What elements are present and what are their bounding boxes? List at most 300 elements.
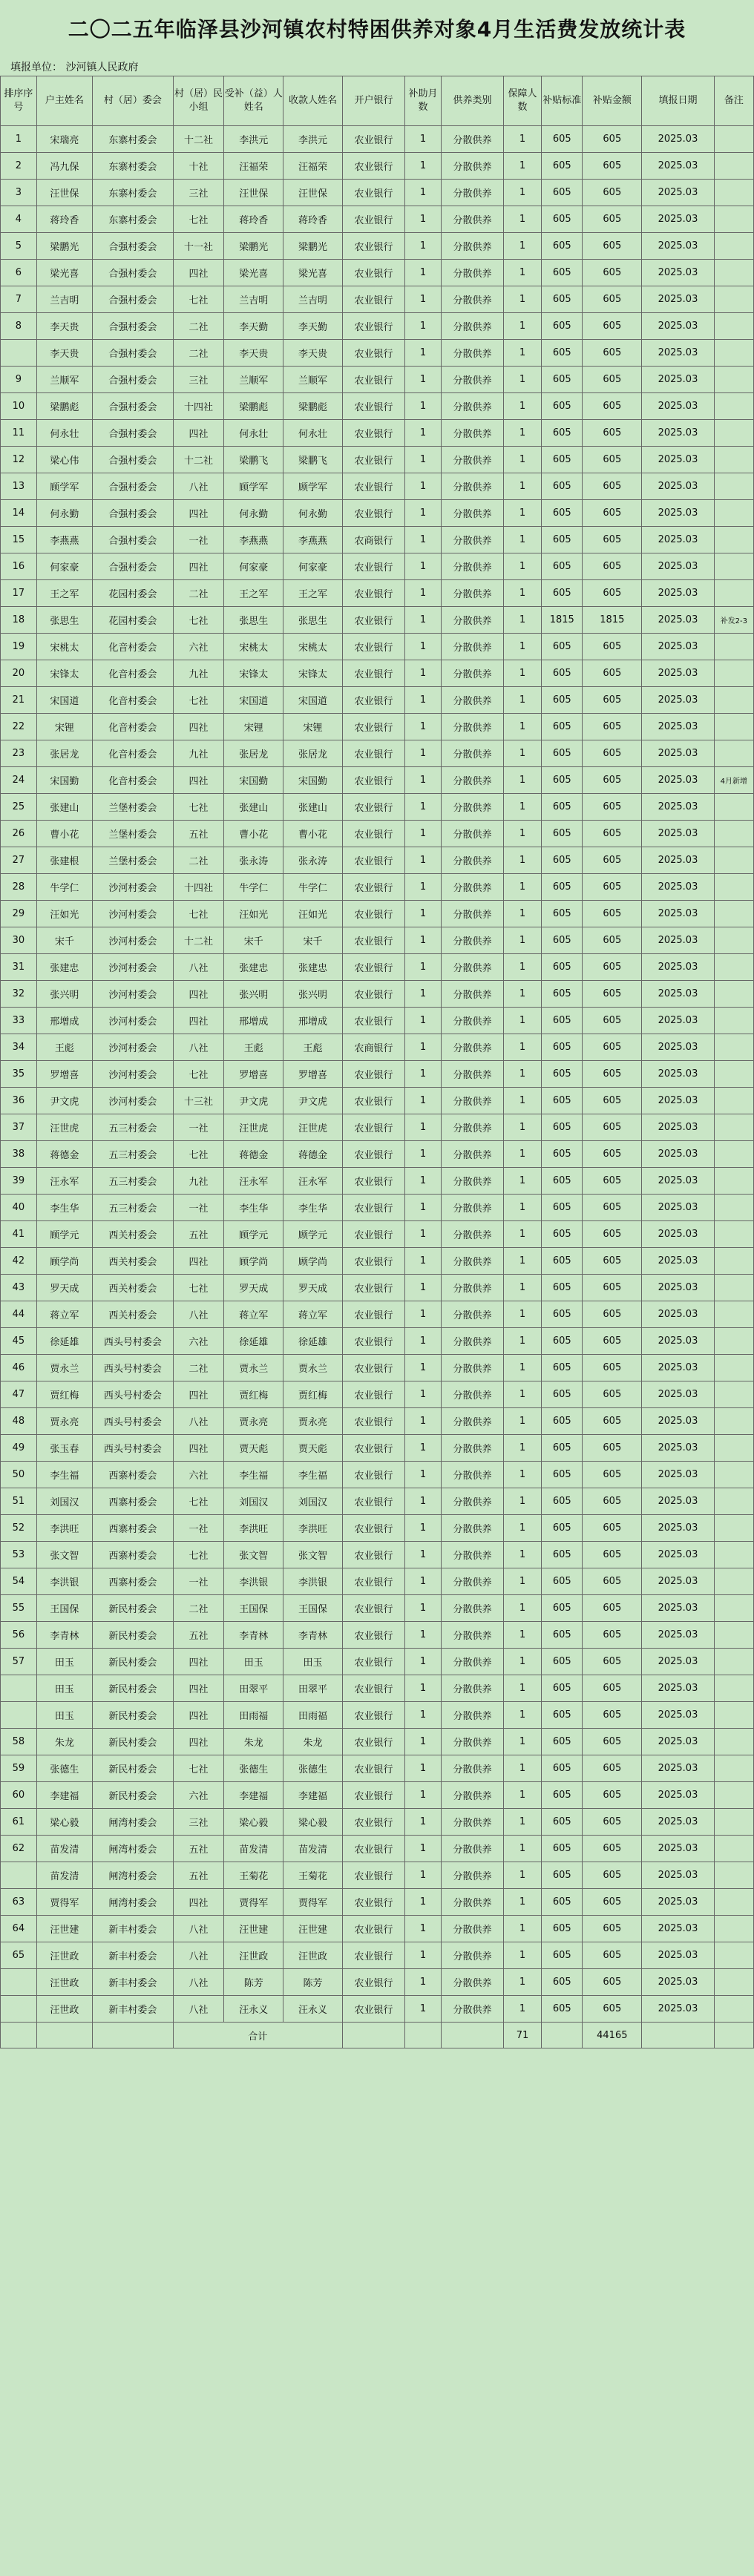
cell-date: 2025.03 xyxy=(642,981,715,1008)
cell-recipient: 罗增喜 xyxy=(224,1061,283,1088)
cell-type: 分散供养 xyxy=(441,1408,503,1435)
cell-group: 六社 xyxy=(173,1782,224,1809)
cell-group: 四社 xyxy=(173,714,224,740)
cell-seq: 27 xyxy=(1,847,37,874)
cell-village: 沙河村委会 xyxy=(93,901,174,927)
table-row xyxy=(1,1408,754,1435)
cell-village: 合强村委会 xyxy=(93,527,174,553)
cell-amount: 605 xyxy=(583,1488,642,1515)
cell-payee: 苗发清 xyxy=(283,1836,343,1862)
cell-date: 2025.03 xyxy=(642,393,715,420)
cell-group: 四社 xyxy=(173,1381,224,1408)
cell-type: 分散供养 xyxy=(441,1195,503,1221)
cell-group: 十二社 xyxy=(173,447,224,473)
cell-persons: 1 xyxy=(504,1836,542,1862)
cell-type: 分散供养 xyxy=(441,1275,503,1301)
cell-type: 分散供养 xyxy=(441,1622,503,1649)
cell-head: 王国保 xyxy=(36,1595,92,1622)
cell-type: 分散供养 xyxy=(441,1248,503,1275)
cell-group: 四社 xyxy=(173,420,224,447)
total-row xyxy=(1,2023,754,2048)
cell-months: 1 xyxy=(405,580,442,607)
cell-group: 五社 xyxy=(173,1221,224,1248)
cell-group: 七社 xyxy=(173,687,224,714)
cell-date: 2025.03 xyxy=(642,1195,715,1221)
cell-standard: 605 xyxy=(542,794,583,821)
cell-village: 东寨村委会 xyxy=(93,153,174,180)
cell-head: 兰顺军 xyxy=(36,367,92,393)
cell-persons: 1 xyxy=(504,1301,542,1328)
col-type: 供养类别 xyxy=(441,76,503,126)
cell-date: 2025.03 xyxy=(642,1435,715,1462)
cell-type: 分散供养 xyxy=(441,260,503,286)
cell-persons: 1 xyxy=(504,740,542,767)
cell-amount: 605 xyxy=(583,794,642,821)
cell-payee: 贾天彪 xyxy=(283,1435,343,1462)
cell-date: 2025.03 xyxy=(642,447,715,473)
cell-seq: 40 xyxy=(1,1195,37,1221)
cell-months: 1 xyxy=(405,447,442,473)
cell-bank: 农业银行 xyxy=(342,1275,404,1301)
cell-note xyxy=(714,1782,753,1809)
cell-bank: 农业银行 xyxy=(342,473,404,500)
cell-recipient: 王菊花 xyxy=(224,1862,283,1889)
cell-payee: 梁光喜 xyxy=(283,260,343,286)
cell-date: 2025.03 xyxy=(642,821,715,847)
cell-group: 二社 xyxy=(173,1355,224,1381)
cell-village: 东寨村委会 xyxy=(93,126,174,153)
cell-payee: 贾永兰 xyxy=(283,1355,343,1381)
cell-standard: 605 xyxy=(542,367,583,393)
cell-persons: 1 xyxy=(504,794,542,821)
cell-date: 2025.03 xyxy=(642,260,715,286)
cell-note xyxy=(714,1008,753,1034)
cell-recipient: 汪永义 xyxy=(224,1996,283,2023)
cell-standard: 605 xyxy=(542,1381,583,1408)
cell-months: 1 xyxy=(405,1622,442,1649)
cell-persons: 1 xyxy=(504,847,542,874)
cell-persons: 1 xyxy=(504,1969,542,1996)
cell-amount: 605 xyxy=(583,821,642,847)
cell-seq: 3 xyxy=(1,180,37,206)
cell-standard: 605 xyxy=(542,313,583,340)
cell-months: 1 xyxy=(405,527,442,553)
cell-type: 分散供养 xyxy=(441,1969,503,1996)
cell-type: 分散供养 xyxy=(441,1462,503,1488)
cell-amount: 605 xyxy=(583,313,642,340)
cell-type: 分散供养 xyxy=(441,473,503,500)
cell-date: 2025.03 xyxy=(642,794,715,821)
table-row xyxy=(1,1729,754,1755)
table-row xyxy=(1,1248,754,1275)
cell-bank: 农业银行 xyxy=(342,1675,404,1702)
cell-persons: 1 xyxy=(504,420,542,447)
cell-date: 2025.03 xyxy=(642,1702,715,1729)
cell-type: 分散供养 xyxy=(441,1061,503,1088)
cell-head: 梁光喜 xyxy=(36,260,92,286)
cell-payee: 田翠平 xyxy=(283,1675,343,1702)
cell-head: 顾学军 xyxy=(36,473,92,500)
cell-persons: 1 xyxy=(504,1462,542,1488)
cell-standard: 605 xyxy=(542,1755,583,1782)
cell-type: 分散供养 xyxy=(441,233,503,260)
cell-note xyxy=(714,580,753,607)
cell-standard: 605 xyxy=(542,981,583,1008)
cell-seq: 14 xyxy=(1,500,37,527)
cell-recipient: 王之军 xyxy=(224,580,283,607)
cell-date: 2025.03 xyxy=(642,1141,715,1168)
cell-persons: 1 xyxy=(504,553,542,580)
cell-amount: 605 xyxy=(583,874,642,901)
cell-standard: 605 xyxy=(542,527,583,553)
table-row xyxy=(1,1755,754,1782)
table-row xyxy=(1,473,754,500)
cell-village: 西寨村委会 xyxy=(93,1542,174,1568)
table-row xyxy=(1,660,754,687)
cell-persons: 1 xyxy=(504,1034,542,1061)
cell-standard: 605 xyxy=(542,1088,583,1114)
cell-amount: 605 xyxy=(583,1301,642,1328)
cell-payee: 曹小花 xyxy=(283,821,343,847)
cell-recipient: 邢增成 xyxy=(224,1008,283,1034)
cell-head: 宋锂 xyxy=(36,714,92,740)
cell-head: 张思生 xyxy=(36,607,92,634)
cell-note xyxy=(714,1248,753,1275)
cell-date: 2025.03 xyxy=(642,1996,715,2023)
cell-bank: 农业银行 xyxy=(342,1622,404,1649)
cell-note xyxy=(714,553,753,580)
cell-persons: 1 xyxy=(504,1568,542,1595)
cell-recipient: 宋国勤 xyxy=(224,767,283,794)
cell-months: 1 xyxy=(405,367,442,393)
cell-seq: 30 xyxy=(1,927,37,954)
cell-group: 四社 xyxy=(173,1702,224,1729)
cell-note xyxy=(714,1408,753,1435)
table-row xyxy=(1,206,754,233)
table-row xyxy=(1,1649,754,1675)
cell-standard: 605 xyxy=(542,740,583,767)
cell-standard: 605 xyxy=(542,473,583,500)
cell-payee: 汪福荣 xyxy=(283,153,343,180)
cell-standard: 605 xyxy=(542,874,583,901)
cell-note xyxy=(714,1034,753,1061)
cell-bank: 农业银行 xyxy=(342,1141,404,1168)
cell-recipient: 牛学仁 xyxy=(224,874,283,901)
cell-note xyxy=(714,1862,753,1889)
cell-standard: 605 xyxy=(542,1568,583,1595)
cell-persons: 1 xyxy=(504,393,542,420)
cell-bank: 农业银行 xyxy=(342,1729,404,1755)
cell-type: 分散供养 xyxy=(441,500,503,527)
cell-months: 1 xyxy=(405,473,442,500)
cell-date: 2025.03 xyxy=(642,1889,715,1916)
table-row xyxy=(1,340,754,367)
cell-type: 分散供养 xyxy=(441,874,503,901)
cell-type: 分散供养 xyxy=(441,687,503,714)
cell-payee: 汪世保 xyxy=(283,180,343,206)
cell-note xyxy=(714,687,753,714)
cell-group: 四社 xyxy=(173,1435,224,1462)
cell-village: 合强村委会 xyxy=(93,233,174,260)
cell-type: 分散供养 xyxy=(441,1088,503,1114)
cell-date: 2025.03 xyxy=(642,1809,715,1836)
cell-recipient: 李天勤 xyxy=(224,313,283,340)
cell-type: 分散供养 xyxy=(441,1809,503,1836)
cell-amount: 605 xyxy=(583,1462,642,1488)
cell-head: 李生华 xyxy=(36,1195,92,1221)
cell-recipient: 蒋玲香 xyxy=(224,206,283,233)
cell-bank: 农业银行 xyxy=(342,1996,404,2023)
table-row xyxy=(1,1221,754,1248)
table-row xyxy=(1,607,754,634)
cell-note xyxy=(714,393,753,420)
cell-standard: 605 xyxy=(542,500,583,527)
cell-village: 花园村委会 xyxy=(93,607,174,634)
cell-seq: 18 xyxy=(1,607,37,634)
cell-payee: 张居龙 xyxy=(283,740,343,767)
cell-group: 三社 xyxy=(173,367,224,393)
cell-note xyxy=(714,1381,753,1408)
cell-group: 十三社 xyxy=(173,1088,224,1114)
cell-type: 分散供养 xyxy=(441,580,503,607)
cell-note xyxy=(714,1141,753,1168)
cell-payee: 蒋玲香 xyxy=(283,206,343,233)
cell-months: 1 xyxy=(405,660,442,687)
cell-recipient: 张建忠 xyxy=(224,954,283,981)
cell-village: 花园村委会 xyxy=(93,580,174,607)
cell-seq: 20 xyxy=(1,660,37,687)
cell-type: 分散供养 xyxy=(441,126,503,153)
cell-village: 兰堡村委会 xyxy=(93,821,174,847)
cell-group: 十一社 xyxy=(173,233,224,260)
cell-group: 四社 xyxy=(173,553,224,580)
cell-recipient: 陈芳 xyxy=(224,1969,283,1996)
cell-note xyxy=(714,1755,753,1782)
total-persons: 71 xyxy=(504,2023,542,2048)
cell-type: 分散供养 xyxy=(441,527,503,553)
cell-note xyxy=(714,447,753,473)
cell-persons: 1 xyxy=(504,954,542,981)
cell-group: 一社 xyxy=(173,1195,224,1221)
table-row xyxy=(1,1034,754,1061)
cell-months: 1 xyxy=(405,1061,442,1088)
cell-type: 分散供养 xyxy=(441,1008,503,1034)
cell-note xyxy=(714,1462,753,1488)
cell-payee: 顾学尚 xyxy=(283,1248,343,1275)
col-note: 备注 xyxy=(714,76,753,126)
cell-village: 西寨村委会 xyxy=(93,1568,174,1595)
cell-persons: 1 xyxy=(504,1542,542,1568)
cell-standard: 605 xyxy=(542,393,583,420)
col-seq: 排序序号 xyxy=(1,76,37,126)
cell-date: 2025.03 xyxy=(642,714,715,740)
cell-seq: 63 xyxy=(1,1889,37,1916)
cell-standard: 605 xyxy=(542,1889,583,1916)
cell-recipient: 顾学军 xyxy=(224,473,283,500)
cell-standard: 605 xyxy=(542,447,583,473)
cell-village: 西关村委会 xyxy=(93,1248,174,1275)
cell-head: 宋锋太 xyxy=(36,660,92,687)
cell-seq: 32 xyxy=(1,981,37,1008)
cell-months: 1 xyxy=(405,981,442,1008)
cell-amount: 605 xyxy=(583,340,642,367)
cell-amount: 605 xyxy=(583,981,642,1008)
cell-group: 七社 xyxy=(173,1488,224,1515)
cell-recipient: 张德生 xyxy=(224,1755,283,1782)
cell-date: 2025.03 xyxy=(642,1408,715,1435)
cell-bank: 农业银行 xyxy=(342,607,404,634)
cell-standard: 605 xyxy=(542,206,583,233)
cell-village: 五三村委会 xyxy=(93,1114,174,1141)
cell-persons: 1 xyxy=(504,1488,542,1515)
cell-recipient: 张思生 xyxy=(224,607,283,634)
cell-standard: 605 xyxy=(542,714,583,740)
cell-group: 七社 xyxy=(173,1275,224,1301)
cell-payee: 刘国汉 xyxy=(283,1488,343,1515)
table-row xyxy=(1,393,754,420)
cell-payee: 汪永军 xyxy=(283,1168,343,1195)
cell-type: 分散供养 xyxy=(441,1488,503,1515)
cell-village: 合强村委会 xyxy=(93,340,174,367)
cell-seq: 33 xyxy=(1,1008,37,1034)
cell-village: 西头号村委会 xyxy=(93,1381,174,1408)
cell-bank: 农业银行 xyxy=(342,447,404,473)
cell-village: 合强村委会 xyxy=(93,500,174,527)
cell-recipient: 贾红梅 xyxy=(224,1381,283,1408)
cell-type: 分散供养 xyxy=(441,447,503,473)
cell-note xyxy=(714,260,753,286)
cell-persons: 1 xyxy=(504,126,542,153)
cell-date: 2025.03 xyxy=(642,1729,715,1755)
table-row xyxy=(1,847,754,874)
cell-bank: 农业银行 xyxy=(342,794,404,821)
cell-bank: 农业银行 xyxy=(342,954,404,981)
cell-village: 闸湾村委会 xyxy=(93,1836,174,1862)
cell-seq: 29 xyxy=(1,901,37,927)
cell-note xyxy=(714,367,753,393)
cell-payee: 李建福 xyxy=(283,1782,343,1809)
cell-payee: 邢增成 xyxy=(283,1008,343,1034)
cell-standard: 605 xyxy=(542,1195,583,1221)
cell-amount: 605 xyxy=(583,1088,642,1114)
table-row xyxy=(1,1916,754,1942)
cell-head: 何永勤 xyxy=(36,500,92,527)
cell-head: 顾学尚 xyxy=(36,1248,92,1275)
cell-seq: 7 xyxy=(1,286,37,313)
cell-group: 一社 xyxy=(173,1114,224,1141)
cell-note xyxy=(714,1996,753,2023)
cell-group: 四社 xyxy=(173,500,224,527)
cell-seq: 24 xyxy=(1,767,37,794)
cell-bank: 农业银行 xyxy=(342,1381,404,1408)
cell-date: 2025.03 xyxy=(642,847,715,874)
cell-type: 分散供养 xyxy=(441,153,503,180)
cell-standard: 605 xyxy=(542,1221,583,1248)
cell-seq: 1 xyxy=(1,126,37,153)
cell-persons: 1 xyxy=(504,714,542,740)
cell-persons: 1 xyxy=(504,821,542,847)
cell-recipient: 田玉 xyxy=(224,1649,283,1675)
cell-village: 合强村委会 xyxy=(93,473,174,500)
cell-group: 四社 xyxy=(173,981,224,1008)
cell-date: 2025.03 xyxy=(642,1301,715,1328)
cell-head: 宋国道 xyxy=(36,687,92,714)
cell-note xyxy=(714,1488,753,1515)
cell-bank: 农业银行 xyxy=(342,660,404,687)
report-title: 二〇二五年临泽县沙河镇农村特困供养对象4月生活费发放统计表 xyxy=(68,17,686,42)
cell-recipient: 蒋立军 xyxy=(224,1301,283,1328)
cell-note xyxy=(714,1275,753,1301)
table-row xyxy=(1,420,754,447)
cell-group: 二社 xyxy=(173,847,224,874)
table-row xyxy=(1,634,754,660)
cell-persons: 1 xyxy=(504,286,542,313)
table-row xyxy=(1,1195,754,1221)
cell-recipient: 宋国道 xyxy=(224,687,283,714)
cell-head: 宋桃太 xyxy=(36,634,92,660)
table-row xyxy=(1,981,754,1008)
cell-recipient: 梁鹏光 xyxy=(224,233,283,260)
cell-persons: 1 xyxy=(504,901,542,927)
cell-standard: 605 xyxy=(542,1168,583,1195)
cell-date: 2025.03 xyxy=(642,1916,715,1942)
cell-seq: 61 xyxy=(1,1809,37,1836)
cell-village: 新丰村委会 xyxy=(93,1916,174,1942)
cell-standard: 605 xyxy=(542,901,583,927)
cell-date: 2025.03 xyxy=(642,1355,715,1381)
cell-seq: 64 xyxy=(1,1916,37,1942)
cell-amount: 605 xyxy=(583,153,642,180)
cell-amount: 605 xyxy=(583,1568,642,1595)
cell-village: 合强村委会 xyxy=(93,286,174,313)
cell-head: 李天贵 xyxy=(36,340,92,367)
cell-standard: 605 xyxy=(542,634,583,660)
cell-seq: 50 xyxy=(1,1462,37,1488)
cell-bank: 农业银行 xyxy=(342,367,404,393)
cell-date: 2025.03 xyxy=(642,767,715,794)
cell-head: 梁心毅 xyxy=(36,1809,92,1836)
cell-seq xyxy=(1,1862,37,1889)
cell-recipient: 贾永兰 xyxy=(224,1355,283,1381)
cell-payee: 贾永亮 xyxy=(283,1408,343,1435)
cell-group: 七社 xyxy=(173,607,224,634)
cell-type: 分散供养 xyxy=(441,847,503,874)
cell-recipient: 何家豪 xyxy=(224,553,283,580)
cell-recipient: 李青林 xyxy=(224,1622,283,1649)
cell-group: 四社 xyxy=(173,1889,224,1916)
cell-months: 1 xyxy=(405,1435,442,1462)
cell-village: 西头号村委会 xyxy=(93,1435,174,1462)
cell-standard: 1815 xyxy=(542,607,583,634)
cell-date: 2025.03 xyxy=(642,1462,715,1488)
cell-months: 1 xyxy=(405,180,442,206)
cell-standard: 605 xyxy=(542,1542,583,1568)
cell-seq xyxy=(1,340,37,367)
cell-bank: 农业银行 xyxy=(342,847,404,874)
cell-persons: 1 xyxy=(504,1248,542,1275)
cell-seq: 35 xyxy=(1,1061,37,1088)
cell-group: 二社 xyxy=(173,313,224,340)
cell-amount: 605 xyxy=(583,473,642,500)
cell-note xyxy=(714,1916,753,1942)
cell-date: 2025.03 xyxy=(642,1275,715,1301)
cell-recipient: 张永涛 xyxy=(224,847,283,874)
cell-bank: 农业银行 xyxy=(342,286,404,313)
cell-seq: 11 xyxy=(1,420,37,447)
cell-head: 张兴明 xyxy=(36,981,92,1008)
cell-date: 2025.03 xyxy=(642,901,715,927)
cell-amount: 605 xyxy=(583,1702,642,1729)
